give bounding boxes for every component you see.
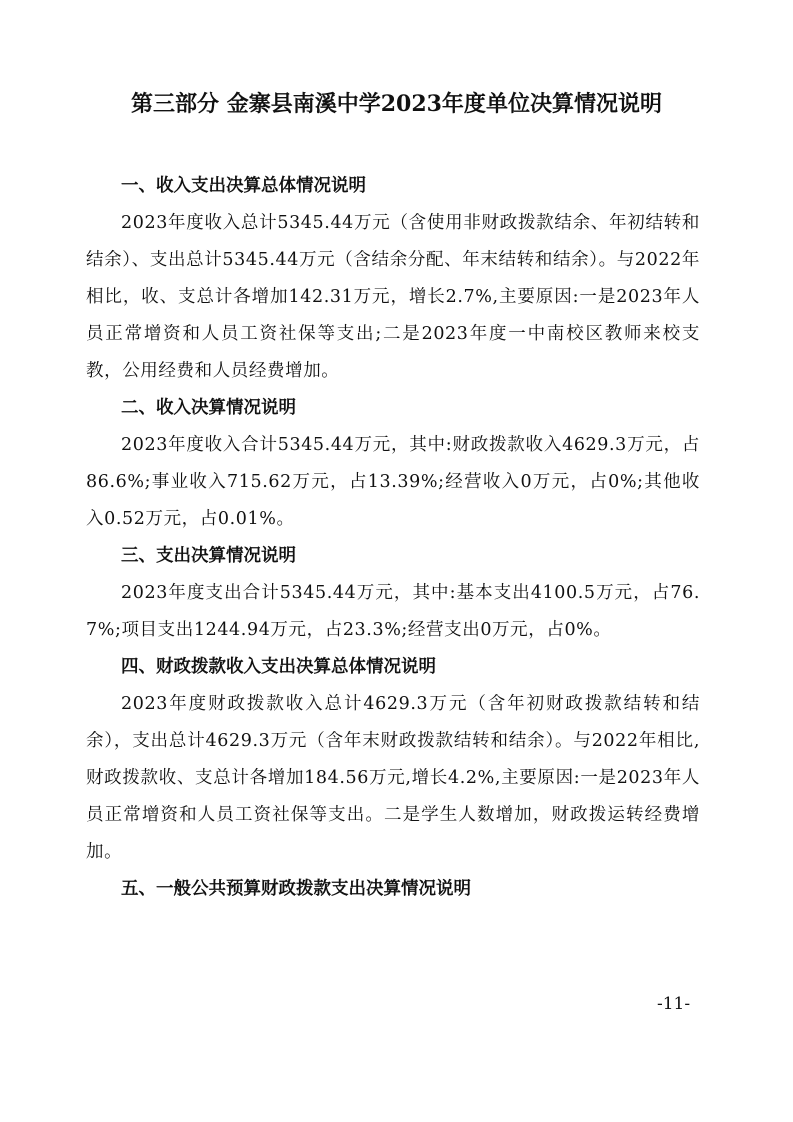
page-title: 第三部分 金寨县南溪中学2023年度单位决算情况说明 — [131, 91, 662, 117]
section-paragraph-3: 2023年度支出合计5345.44万元，其中:基本支出4100.5万元，占76.7%;项目支出1244.94万元，占23.3%;经营支出0万元，占0%。 — [86, 583, 700, 640]
section-heading-1: 一、收入支出决算总体情况说明 — [121, 176, 366, 196]
section-heading-2: 二、收入决算情况说明 — [121, 398, 296, 418]
section-heading-4: 四、财政拨款收入支出决算总体情况说明 — [121, 657, 436, 677]
section-paragraph-4: 2023年度财政拨款收入总计4629.3万元（含年初财政拨款结转和结余），支出总计4629.3万元（含年末财政拨款结转和结余）。与2022年相比,财政拨款收、支总计各增加184.56万元,增长4.2%,主要原因:一是2023年人员正常增资和人员工资社保等支出。二是学生人数增加，财政拨运转经费增加。 — [86, 694, 700, 862]
document-body — [86, 168, 700, 908]
section-paragraph-2: 2023年度收入合计5345.44万元，其中:财政拨款收入4629.3万元，占86.6%;事业收入715.62万元，占13.39%;经营收入0万元，占0%;其他收入0.52万元，占0.01%。 — [86, 435, 700, 529]
section-heading-5: 五、一般公共预算财政拨款支出决算情况说明 — [121, 879, 471, 899]
section-paragraph-1: 2023年度收入总计5345.44万元（含使用非财政拨款结余、年初结转和结余）、支出总计5345.44万元（含结余分配、年末结转和结余）。与2022年相比，收、支总计各增加142.31万元，增长2.7%,主要原因:一是2023年人员正常增资和人员工资社保等支出;二是2023年度一中南校区教师来校支教，公用经费和人员经费增加。 — [86, 213, 700, 381]
page-number: -11- — [657, 994, 691, 1014]
section-heading-3: 三、支出决算情况说明 — [121, 546, 296, 566]
